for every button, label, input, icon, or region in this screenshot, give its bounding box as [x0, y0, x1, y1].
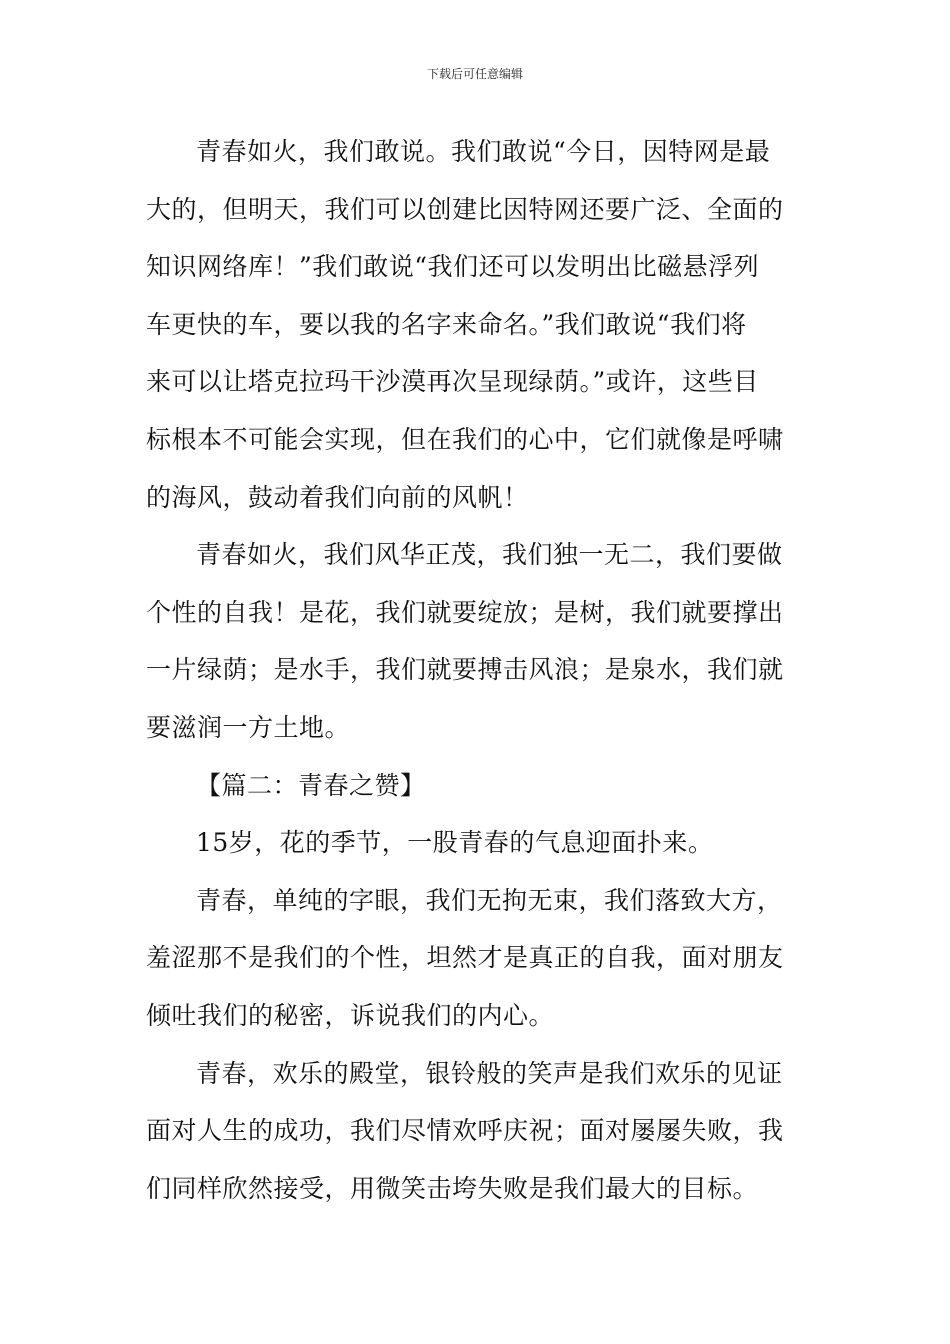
text-line: 羞涩那不是我们的个性，坦然才是真正的自我，面对朋友 — [146, 943, 784, 973]
text-line: 大的，但明天，我们可以创建比因特网还要广泛、全面的 — [146, 194, 784, 224]
text-line: 15岁，花的季节，一股青春的气息迎面扑来。 — [196, 828, 714, 858]
text-line: 青春，单纯的字眼，我们无拘无束，我们落致大方， — [196, 885, 783, 915]
text-line: 标根本不可能会实现，但在我们的心中，它们就像是呼啸 — [146, 424, 784, 454]
text-line: 个性的自我！是花，我们就要绽放；是树，我们就要撑出 — [146, 597, 784, 627]
text-line: 一片绿荫；是水手，我们就要搏击风浪；是泉水，我们就 — [146, 655, 784, 685]
text-line: 青春如火，我们风华正茂，我们独一无二，我们要做 — [196, 540, 783, 570]
text-line: 车更快的车，要以我的名字来命名。”我们敢说“我们将 — [146, 309, 747, 339]
text-line: 来可以让塔克拉玛干沙漠再次呈现绿荫。”或许，这些目 — [146, 367, 759, 397]
text-line: 青春，欢乐的殿堂，银铃般的笑声是我们欢乐的见证 — [196, 1058, 783, 1088]
document-body — [146, 123, 808, 1217]
text-line: 面对人生的成功，我们尽情欢呼庆祝；面对屡屡失败，我 — [146, 1116, 784, 1146]
text-line: 要滋润一方土地。 — [146, 712, 351, 742]
section-heading: 【篇二：青春之赞】 — [196, 770, 426, 800]
page-header: 下载后可任意编辑 — [426, 67, 523, 81]
text-line: 们同样欣然接受，用微笑击垮失败是我们最大的目标。 — [146, 1173, 759, 1203]
text-line: 倾吐我们的秘密，诉说我们的内心。 — [146, 1000, 555, 1030]
text-line: 青春如火，我们敢说。我们敢说“今日，因特网是最 — [196, 137, 771, 166]
text-line: 知识网络库！”我们敢说“我们还可以发明出比磁悬浮列 — [146, 252, 760, 282]
text-line: 的海风，鼓动着我们向前的风帆！ — [146, 482, 529, 512]
